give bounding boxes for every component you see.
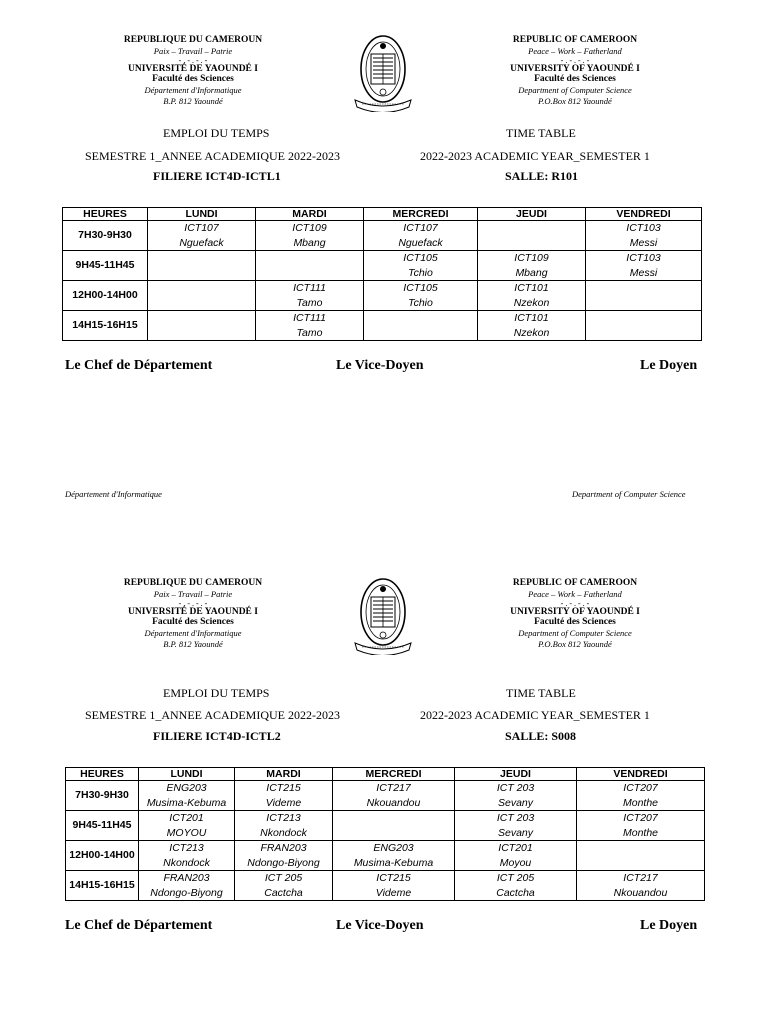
- lecturer-name: Cactcha: [496, 886, 535, 899]
- timetable: [62, 207, 702, 341]
- faculty-fr: Faculté des Sciences: [152, 74, 234, 85]
- table-row: [63, 251, 702, 281]
- course-cell: [148, 221, 256, 251]
- motto-fr: Paix – Travail – Patrie: [153, 588, 233, 599]
- course-code: ICT101: [514, 312, 549, 324]
- course-cell: [455, 811, 577, 841]
- separator-dots: - . - . - . -: [560, 55, 590, 65]
- course-cell: [333, 781, 455, 811]
- table-row: [66, 871, 705, 901]
- lecturer-name: Videme: [375, 886, 412, 899]
- course-cell: [333, 811, 455, 841]
- university-fr: UNIVERSITÉ DE YAOUNDÉ I: [128, 63, 258, 74]
- lecturer-name: Moyou: [499, 856, 532, 869]
- title-fr: EMPLOI DU TEMPS: [163, 686, 270, 700]
- course-cell: [478, 281, 586, 311]
- course-cell: [586, 221, 702, 251]
- table-row: [63, 311, 702, 341]
- salle: SALLE: S008: [505, 729, 577, 743]
- time-slot: 12H00-14H00: [66, 841, 139, 871]
- course-code: ICT103: [626, 222, 661, 234]
- header-right: [485, 578, 665, 650]
- separator-dots: - . - . - . -: [560, 598, 590, 608]
- course-code: ICT107: [184, 222, 219, 234]
- course-cell: [364, 251, 478, 281]
- semester-fr: SEMESTRE 1_ANNEE ACADEMIQUE 2022-2023: [85, 708, 340, 722]
- footer-left: Département d'Informatique: [65, 489, 162, 499]
- lecturer-name: Monthe: [622, 796, 659, 809]
- column-header-mercredi: MERCREDI: [333, 768, 455, 781]
- course-code: ICT 205: [496, 872, 535, 884]
- filiere: FILIERE ICT4D-ICTL1: [153, 169, 281, 183]
- lecturer-name: MOYOU: [166, 826, 207, 839]
- course-code: ICT207: [623, 782, 658, 794]
- course-cell: [148, 281, 256, 311]
- table-row: [66, 841, 705, 871]
- time-slot: 7H30-9H30: [63, 221, 148, 251]
- lecturer-name: Nkouandou: [613, 886, 668, 899]
- course-code: ICT103: [626, 252, 661, 264]
- header-left: [103, 578, 283, 650]
- address-fr: B.P. 812 Yaoundé: [163, 95, 223, 106]
- title-en: TIME TABLE: [506, 686, 576, 700]
- course-cell: [139, 781, 235, 811]
- university-seal-icon: [352, 575, 414, 655]
- faculty-en: Faculté des Sciences: [534, 617, 616, 628]
- course-cell: [364, 221, 478, 251]
- separator-dots: - . - . - . -: [178, 55, 208, 65]
- semester-fr: SEMESTRE 1_ANNEE ACADEMIQUE 2022-2023: [85, 149, 340, 163]
- course-cell: [586, 311, 702, 341]
- course-cell: [256, 311, 364, 341]
- time-slot: 14H15-16H15: [63, 311, 148, 341]
- lecturer-name: Nzekon: [513, 326, 550, 339]
- faculty-en: Faculté des Sciences: [534, 74, 616, 85]
- lecturer-name: Nkondock: [260, 826, 307, 839]
- course-cell: [235, 841, 333, 871]
- motto-en: Peace – Work – Fatherland: [528, 45, 622, 56]
- column-header-mardi: MARDI: [256, 208, 364, 221]
- course-cell: [148, 311, 256, 341]
- header-right: [485, 35, 665, 107]
- course-code: ICT207: [623, 812, 658, 824]
- course-code: ICT213: [266, 812, 301, 824]
- course-cell: [577, 871, 705, 901]
- course-cell: [364, 281, 478, 311]
- lecturer-name: Messi: [629, 236, 658, 249]
- course-code: FRAN203: [163, 872, 210, 884]
- time-slot: 14H15-16H15: [66, 871, 139, 901]
- signature-doyen: Le Doyen: [640, 358, 698, 373]
- department-en: Department of Computer Science: [518, 628, 632, 639]
- university-en: UNIVERSITY OF YAOUNDÉ I: [510, 63, 640, 74]
- course-code: ICT201: [498, 842, 533, 854]
- lecturer-name: Tchio: [408, 266, 433, 279]
- table-row: [63, 221, 702, 251]
- course-code: ICT101: [514, 282, 549, 294]
- header-left: [103, 35, 283, 107]
- course-cell: [577, 781, 705, 811]
- course-cell: [478, 221, 586, 251]
- course-cell: [577, 811, 705, 841]
- course-code: ICT105: [403, 252, 438, 264]
- country-fr: REPUBLIQUE DU CAMEROUN: [123, 578, 263, 588]
- course-code: ICT201: [169, 812, 204, 824]
- course-code: ICT111: [293, 312, 326, 324]
- column-header-lundi: LUNDI: [139, 768, 235, 781]
- semester-en: 2022-2023 ACADEMIC YEAR_SEMESTER 1: [420, 149, 650, 163]
- signature-chef: Le Chef de Département: [65, 358, 213, 373]
- course-cell: [478, 251, 586, 281]
- time-slot: 9H45-11H45: [66, 811, 139, 841]
- time-slot: 7H30-9H30: [66, 781, 139, 811]
- filiere: FILIERE ICT4D-ICTL2: [153, 729, 281, 743]
- column-header-jeudi: JEUDI: [478, 208, 586, 221]
- country-en: REPUBLIC OF CAMEROON: [512, 578, 638, 588]
- timetable: [65, 767, 705, 901]
- university-en: UNIVERSITY OF YAOUNDÉ I: [510, 606, 640, 617]
- course-cell: [139, 841, 235, 871]
- signature-doyen: Le Doyen: [640, 918, 698, 933]
- course-cell: [586, 281, 702, 311]
- course-cell: [256, 221, 364, 251]
- title-fr: EMPLOI DU TEMPS: [163, 126, 270, 140]
- address-fr: B.P. 812 Yaoundé: [163, 638, 223, 649]
- column-header-lundi: LUNDI: [148, 208, 256, 221]
- schedule-block-1: [0, 0, 768, 510]
- course-code: ICT109: [292, 222, 327, 234]
- course-code: ICT 205: [264, 872, 303, 884]
- course-cell: [235, 871, 333, 901]
- lecturer-name: Nkondock: [163, 856, 210, 869]
- lecturer-name: Nzekon: [513, 296, 550, 309]
- motto-fr: Paix – Travail – Patrie: [153, 45, 233, 56]
- course-cell: [256, 251, 364, 281]
- course-code: ENG203: [166, 782, 207, 794]
- table-row: [66, 811, 705, 841]
- address-en: P.O.Box 812 Yaoundé: [538, 638, 612, 649]
- course-cell: [586, 251, 702, 281]
- lecturer-name: Sevany: [497, 826, 534, 839]
- course-code: ENG203: [373, 842, 414, 854]
- course-code: ICT217: [376, 782, 411, 794]
- course-cell: [455, 871, 577, 901]
- motto-en: Peace – Work – Fatherland: [528, 588, 622, 599]
- course-code: ICT 203: [496, 812, 535, 824]
- country-fr: REPUBLIQUE DU CAMEROUN: [123, 35, 263, 45]
- course-code: ICT105: [403, 282, 438, 294]
- department-fr: Département d'Informatique: [144, 85, 242, 96]
- course-cell: [455, 841, 577, 871]
- table-row: [66, 781, 705, 811]
- lecturer-name: Tamo: [296, 296, 323, 309]
- lecturer-name: Ndongo-Biyong: [247, 856, 320, 869]
- course-code: ICT107: [403, 222, 438, 234]
- course-code: ICT213: [169, 842, 204, 854]
- course-code: ICT 203: [496, 782, 535, 794]
- column-header-vendredi: VENDREDI: [586, 208, 702, 221]
- course-cell: [333, 841, 455, 871]
- lecturer-name: Sevany: [497, 796, 534, 809]
- signature-vice-doyen: Le Vice-Doyen: [336, 918, 424, 933]
- footer-right: Department of Computer Science: [572, 489, 686, 499]
- column-header-vendredi: VENDREDI: [577, 768, 705, 781]
- lecturer-name: Nguefack: [179, 236, 224, 249]
- course-cell: [235, 811, 333, 841]
- lecturer-name: Mbang: [515, 266, 548, 279]
- course-cell: [333, 871, 455, 901]
- course-code: FRAN203: [260, 842, 307, 854]
- time-slot: 9H45-11H45: [63, 251, 148, 281]
- salle: SALLE: R101: [505, 169, 579, 183]
- course-cell: [577, 841, 705, 871]
- signature-vice-doyen: Le Vice-Doyen: [336, 358, 424, 373]
- column-header-mardi: MARDI: [235, 768, 333, 781]
- lecturer-name: Musima-Kebuma: [146, 796, 227, 809]
- university-seal-icon: [352, 32, 414, 112]
- course-code: ICT217: [623, 872, 658, 884]
- table-header-row: [63, 208, 702, 221]
- table-header-row: [66, 768, 705, 781]
- course-cell: [235, 781, 333, 811]
- faculty-fr: Faculté des Sciences: [152, 617, 234, 628]
- lecturer-name: Musima-Kebuma: [353, 856, 434, 869]
- country-en: REPUBLIC OF CAMEROON: [512, 35, 638, 45]
- course-code: ICT215: [376, 872, 411, 884]
- lecturer-name: Monthe: [622, 826, 659, 839]
- time-slot: 12H00-14H00: [63, 281, 148, 311]
- department-en: Department of Computer Science: [518, 85, 632, 96]
- course-cell: [478, 311, 586, 341]
- lecturer-name: Nguefack: [398, 236, 443, 249]
- university-fr: UNIVERSITÉ DE YAOUNDÉ I: [128, 606, 258, 617]
- department-fr: Département d'Informatique: [144, 628, 242, 639]
- lecturer-name: Tamo: [296, 326, 323, 339]
- course-cell: [139, 871, 235, 901]
- column-header-mercredi: MERCREDI: [364, 208, 478, 221]
- column-header-heures: HEURES: [63, 208, 148, 221]
- course-cell: [148, 251, 256, 281]
- lecturer-name: Cactcha: [264, 886, 303, 899]
- course-cell: [139, 811, 235, 841]
- table-row: [63, 281, 702, 311]
- lecturer-name: Mbang: [293, 236, 326, 249]
- course-cell: [256, 281, 364, 311]
- signature-chef: Le Chef de Département: [65, 918, 213, 933]
- lecturer-name: Videme: [265, 796, 302, 809]
- lecturer-name: Tchio: [408, 296, 433, 309]
- course-code: ICT215: [266, 782, 301, 794]
- address-en: P.O.Box 812 Yaoundé: [538, 95, 612, 106]
- lecturer-name: Ndongo-Biyong: [150, 886, 223, 899]
- lecturer-name: Messi: [629, 266, 658, 279]
- course-cell: [455, 781, 577, 811]
- lecturer-name: Nkouandou: [366, 796, 421, 809]
- course-code: ICT109: [514, 252, 549, 264]
- title-en: TIME TABLE: [506, 126, 576, 140]
- column-header-jeudi: JEUDI: [455, 768, 577, 781]
- column-header-heures: HEURES: [66, 768, 139, 781]
- semester-en: 2022-2023 ACADEMIC YEAR_SEMESTER 1: [420, 708, 650, 722]
- course-cell: [364, 311, 478, 341]
- course-code: ICT111: [293, 282, 326, 294]
- separator-dots: - . - . - . -: [178, 598, 208, 608]
